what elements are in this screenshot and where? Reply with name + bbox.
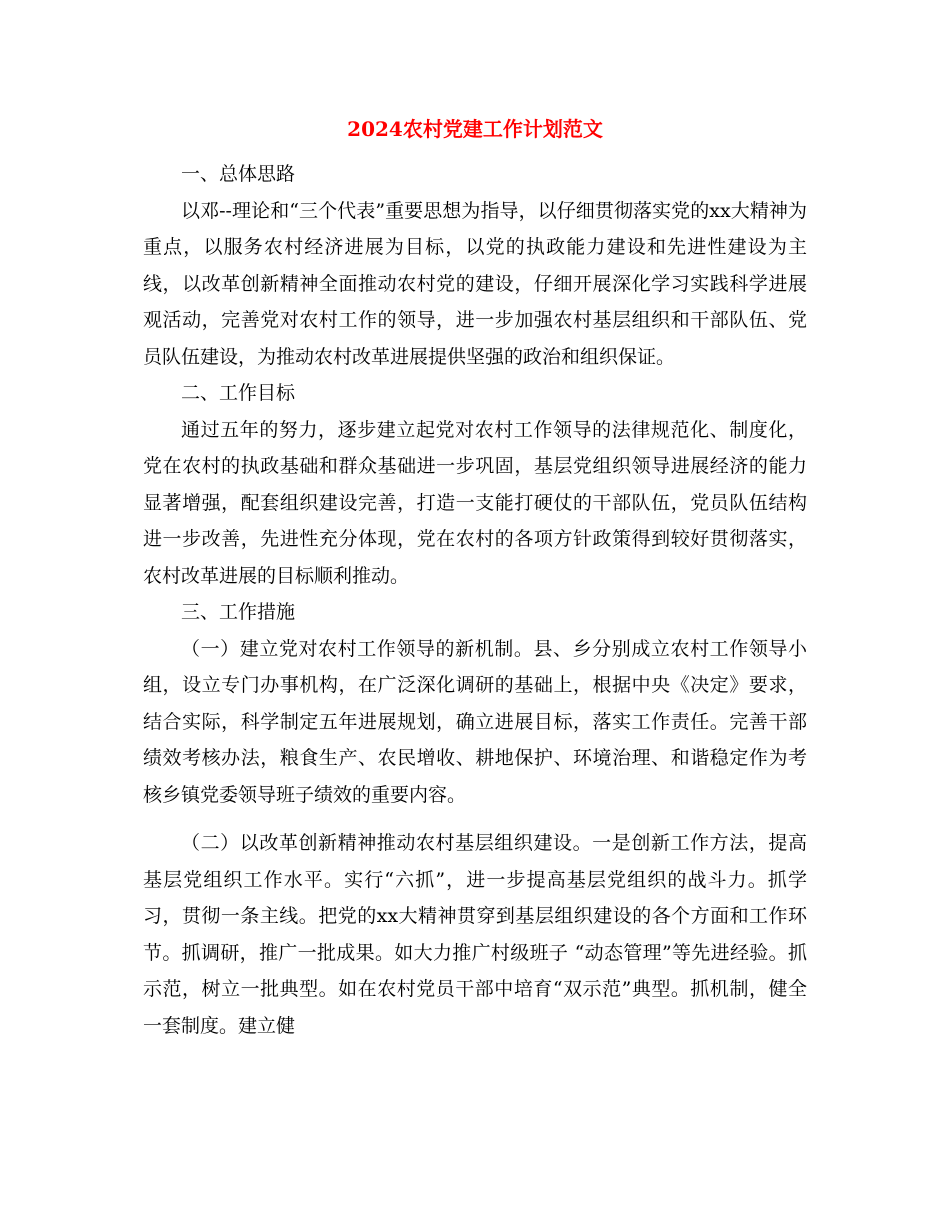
paragraph-measure-one: （一）建立党对农村工作领导的新机制。县、乡分别成立农村工作领导小组，设立专门办事机构，在广泛深化调研的基础上，根据中央《决定》要求，结合实际，科学制定五年进展规划，确立进展目标，落实工作责任。完善干部绩效考核办法，粮食生产、农民增收、耕地保护、环境治理、和谐稳定作为考核乡镇党委领导班子绩效的重要内容。 [143,637,807,806]
section-heading-work-measures: 三、工作措施 [181,601,296,623]
paragraph-measure-two: （二）以改革创新精神推动农村基层组织建设。一是创新工作方法，提高基层党组织工作水平。实行“六抓”，进一步提高基层党组织的战斗力。抓学习，贯彻一条主线。把党的xx大精神贯穿到基层组织建设的各个方面和工作环节。抓调研，推广一批成果。如大力推广村级班子 “动态管理”等先进经验。抓示范，树立一批典型。如在农村党员干部中培育“双示范”典型。抓机制，健全一套制度。建立健 [143,832,807,1037]
document-title: 2024农村党建工作计划范文 [347,117,603,141]
section-heading-work-goals: 二、工作目标 [181,382,296,404]
paragraph-work-goals: 通过五年的努力，逐步建立起党对农村工作领导的法律规范化、制度化，党在农村的执政基础和群众基础进一步巩固，基层党组织领导进展经济的能力显著增强，配套组织建设完善，打造一支能打硬仗的干部队伍，党员队伍结构进一步改善，先进性充分体现，党在农村的各项方针政策得到较好贯彻落实，农村改革进展的目标顺利推动。 [143,418,807,587]
section-heading-overall-approach: 一、总体思路 [181,163,296,185]
document-body [143,156,807,1044]
paragraph-overall-approach: 以邓--理论和“三个代表”重要思想为指导，以仔细贯彻落实党的xx大精神为重点，以服务农村经济进展为目标，以党的执政能力建设和先进性建设为主线，以改革创新精神全面推动农村党的建设，仔细开展深化学习实践科学进展观活动，完善党对农村工作的领导，进一步加强农村基层组织和干部队伍、党员队伍建设，为推动农村改革进展提供坚强的政治和组织保证。 [143,199,807,368]
